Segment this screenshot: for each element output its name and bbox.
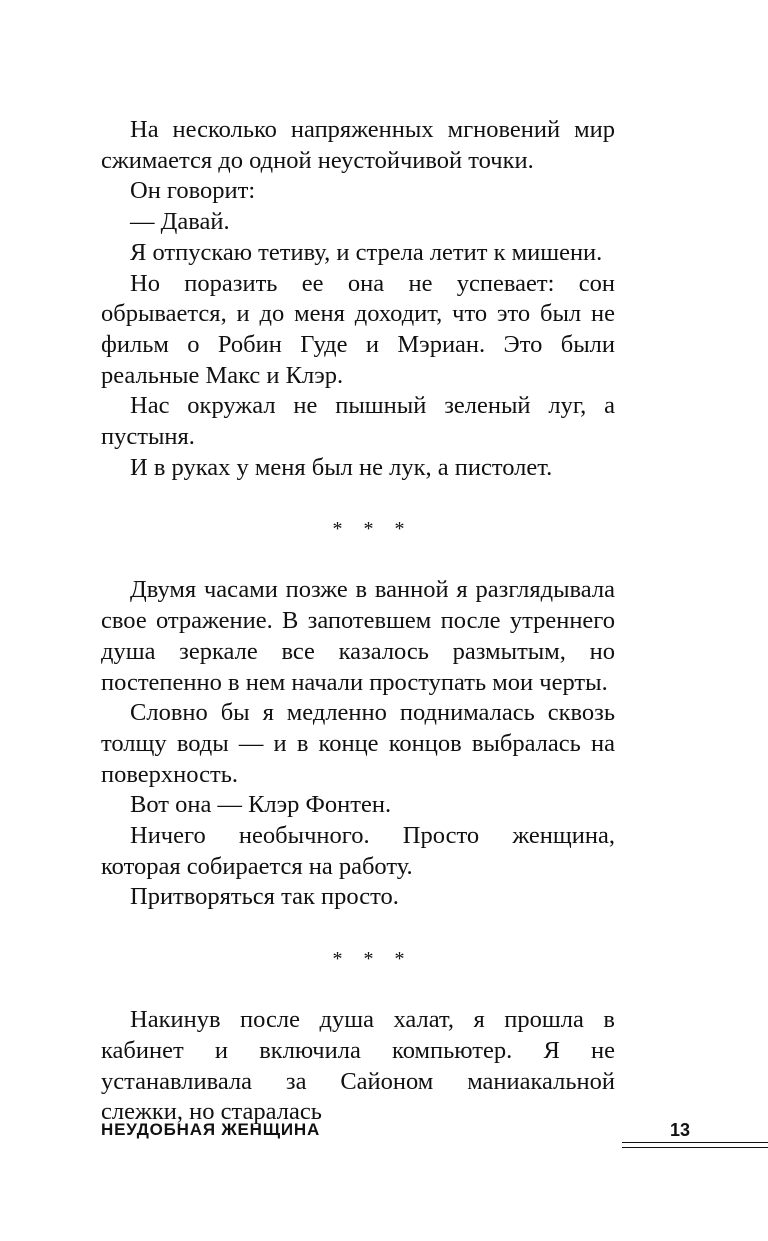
paragraph: Накинув после душа халат, я прошла в кабинет и включила компьютер. Я не устанавливала за Сайоном маниакальной слежки, но старалась (101, 1006, 615, 1126)
paragraph: Я отпускаю тетиву, и стрела летит к мишени. (130, 238, 603, 266)
paragraph: Вот она — Клэр Фонтен. (130, 791, 392, 819)
paragraph: На несколько напряженных мгновений мир сжимается до одной неустойчивой точки. (101, 116, 615, 174)
paragraph: Двумя часами позже в ванной я разглядывала свое отражение. В запотевшем после утреннего душа зеркале все казалось размытым, но постепенно в нем начали проступать мои черты. (101, 576, 615, 696)
paragraph: Словно бы я медленно поднималась сквозь толщу воды — и в конце концов выбралась на поверхность. (101, 699, 615, 788)
footer-double-rule (622, 1142, 768, 1148)
paragraph: И в руках у меня был не лук, а пистолет. (130, 453, 553, 481)
section-separator: * * * (332, 948, 413, 971)
paragraph: Нас окружал не пышный зеленый луг, а пустыня. (101, 392, 615, 451)
paragraph: Притворяться так просто. (130, 883, 399, 911)
body-text (101, 115, 615, 1128)
page-number: 13 (669, 1120, 691, 1140)
paragraph: — Давай. (130, 208, 230, 236)
running-title: НЕУДОБНАЯ ЖЕНЩИНА (101, 1120, 321, 1139)
section-separator: * * * (332, 518, 413, 541)
paragraph: Ничего необычного. Просто женщина, которая собирается на работу. (101, 822, 615, 880)
paragraph: Но поразить ее она не успевает: сон обрывается, и до меня доходит, что это был не фильм о Робин Гуде и Мэриан. Это были реальные Макс и Клэр. (101, 269, 615, 389)
paragraph: Он говорит: (130, 177, 256, 205)
